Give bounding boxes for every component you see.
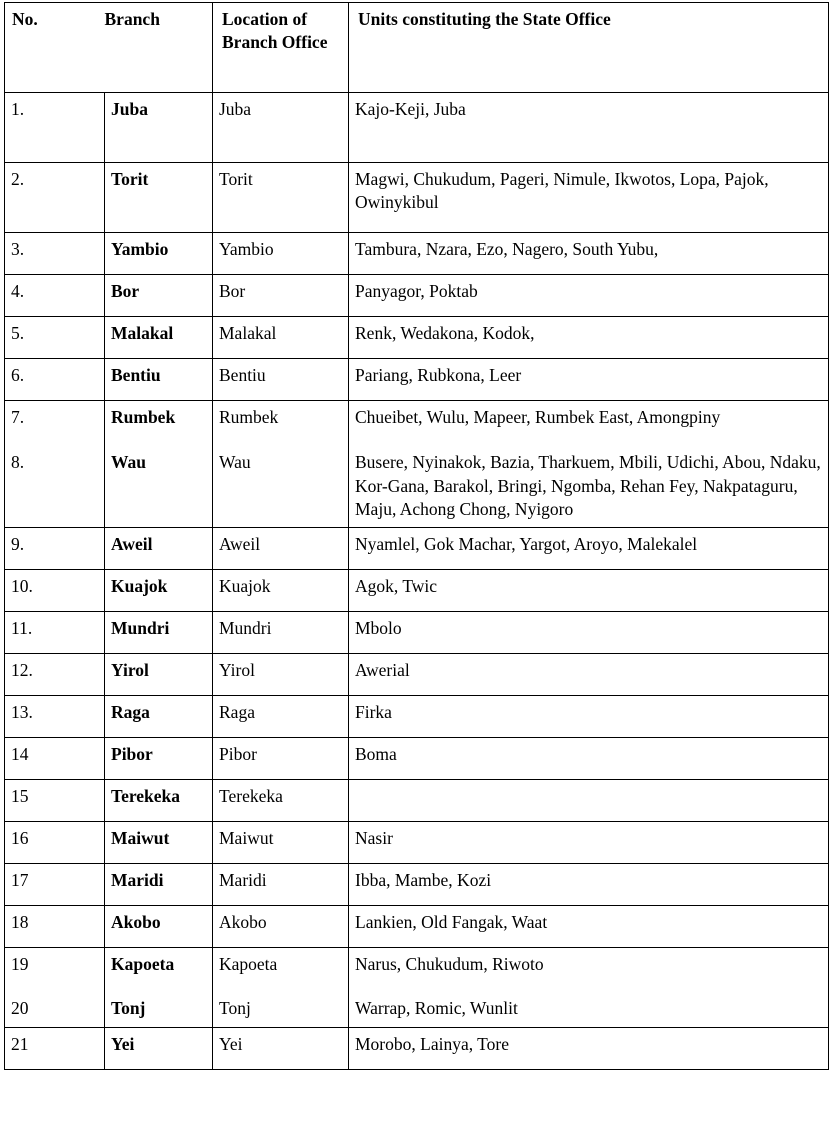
row-number: 4.	[5, 275, 105, 317]
row-number: 2.	[5, 163, 105, 233]
table-row	[5, 317, 829, 359]
row-number: 5.	[5, 317, 105, 359]
branch-name: Juba	[105, 93, 213, 163]
branch-office-location: Yei	[213, 1027, 349, 1069]
constituent-units: Ibba, Mambe, Kozi	[349, 864, 829, 906]
branch-name: Wau	[111, 452, 147, 473]
column-header-branch: Branch	[105, 3, 213, 93]
constituent-units: Boma	[349, 738, 829, 780]
table-row	[5, 654, 829, 696]
branch-name: Maiwut	[105, 822, 213, 864]
constituent-units: Busere, Nyinakok, Bazia, Tharkuem, Mbili, Udichi, Abou, Ndaku, Kor-Gana, Barakol, Bringi, Ngomba, Rehan Fey, Nakpataguru, Maju, Achong Chong, Nyigoro	[355, 452, 821, 519]
branch-office-location: Maridi	[213, 864, 349, 906]
branch-office-location: Bentiu	[213, 359, 349, 401]
constituent-units: Tambura, Nzara, Ezo, Nagero, South Yubu,	[349, 233, 829, 275]
table-row	[5, 570, 829, 612]
row-number: 20	[11, 998, 29, 1019]
branch-office-location-group	[213, 948, 349, 1028]
branch-name: Rumbek	[111, 407, 176, 427]
branch-name: Raga	[105, 696, 213, 738]
branch-office-location: Pibor	[213, 738, 349, 780]
table-row	[5, 906, 829, 948]
branch-office-location: Aweil	[213, 528, 349, 570]
branch-office-location: Maiwut	[213, 822, 349, 864]
constituent-units: Magwi, Chukudum, Pageri, Nimule, Ikwotos, Lopa, Pajok, Owinykibul	[349, 163, 829, 233]
table-row-group-kapoeta-tonj	[5, 948, 829, 1028]
constituent-units: Chueibet, Wulu, Mapeer, Rumbek East, Amongpiny	[355, 407, 721, 427]
row-number: 17	[5, 864, 105, 906]
table-row	[5, 822, 829, 864]
row-number: 14	[5, 738, 105, 780]
branch-name-group	[105, 401, 213, 528]
table-row	[5, 163, 829, 233]
row-number: 1.	[5, 93, 105, 163]
row-number: 15	[5, 780, 105, 822]
header-row	[5, 3, 829, 93]
branch-name: Bentiu	[105, 359, 213, 401]
branch-name: Mundri	[105, 612, 213, 654]
constituent-units: Agok, Twic	[349, 570, 829, 612]
branch-name: Kapoeta	[111, 954, 175, 975]
row-number-group	[5, 948, 105, 1028]
table-row	[5, 233, 829, 275]
table-body	[5, 93, 829, 1070]
branch-name: Yirol	[105, 654, 213, 696]
branch-office-location: Bor	[213, 275, 349, 317]
table-header	[5, 3, 829, 93]
constituent-units	[349, 780, 829, 822]
branch-name: Terekeka	[105, 780, 213, 822]
table-row	[5, 93, 829, 163]
constituent-units: Narus, Chukudum, Riwoto	[355, 954, 544, 975]
row-number: 16	[5, 822, 105, 864]
branch-office-location: Terekeka	[213, 780, 349, 822]
row-number: 6.	[5, 359, 105, 401]
constituent-units: Lankien, Old Fangak, Waat	[349, 906, 829, 948]
branch-office-location: Raga	[213, 696, 349, 738]
constituent-units: Kajo-Keji, Juba	[349, 93, 829, 163]
row-number: 10.	[5, 570, 105, 612]
table-row	[5, 275, 829, 317]
branch-name: Torit	[105, 163, 213, 233]
branch-name: Akobo	[105, 906, 213, 948]
branch-name: Kuajok	[105, 570, 213, 612]
constituent-units: Morobo, Lainya, Tore	[349, 1027, 829, 1069]
branch-name: Malakal	[105, 317, 213, 359]
column-header-no: No.	[5, 3, 105, 93]
branch-office-location: Juba	[213, 93, 349, 163]
branch-office-location: Torit	[213, 163, 349, 233]
row-number: 9.	[5, 528, 105, 570]
row-number: 12.	[5, 654, 105, 696]
table-row	[5, 696, 829, 738]
row-number: 19	[11, 954, 29, 975]
constituent-units: Warrap, Romic, Wunlit	[355, 998, 518, 1019]
branch-office-location-group	[213, 401, 349, 528]
table-row	[5, 528, 829, 570]
branch-office-location: Akobo	[213, 906, 349, 948]
row-number: 11.	[5, 612, 105, 654]
table-row	[5, 738, 829, 780]
constituent-units: Pariang, Rubkona, Leer	[349, 359, 829, 401]
row-number: 7.	[11, 407, 25, 427]
row-number: 18	[5, 906, 105, 948]
row-number: 13.	[5, 696, 105, 738]
branch-name: Pibor	[105, 738, 213, 780]
constituent-units: Firka	[349, 696, 829, 738]
column-header-units: Units constituting the State Office	[349, 3, 829, 93]
branch-offices-table	[4, 2, 829, 1070]
table-row	[5, 864, 829, 906]
constituent-units: Renk, Wedakona, Kodok,	[349, 317, 829, 359]
branch-name: Maridi	[105, 864, 213, 906]
constituent-units: Nyamlel, Gok Machar, Yargot, Aroyo, Malekalel	[349, 528, 829, 570]
branch-office-location: Kuajok	[213, 570, 349, 612]
branch-name-group	[105, 948, 213, 1028]
constituent-units: Awerial	[349, 654, 829, 696]
branch-office-location: Kapoeta	[219, 954, 278, 975]
branch-name: Tonj	[111, 998, 146, 1019]
row-number: 8.	[11, 452, 25, 473]
branch-office-location: Wau	[219, 452, 251, 473]
row-number: 3.	[5, 233, 105, 275]
row-number: 21	[5, 1027, 105, 1069]
table-row	[5, 780, 829, 822]
branch-name: Bor	[105, 275, 213, 317]
table-row	[5, 359, 829, 401]
branch-office-location: Tonj	[219, 998, 251, 1019]
constituent-units: Mbolo	[349, 612, 829, 654]
table-row-group-rumbek-wau	[5, 401, 829, 528]
branch-name: Aweil	[105, 528, 213, 570]
row-number-group	[5, 401, 105, 528]
constituent-units-group	[349, 948, 829, 1028]
branch-office-location: Mundri	[213, 612, 349, 654]
branch-office-location: Yirol	[213, 654, 349, 696]
table-row	[5, 612, 829, 654]
table-row	[5, 1027, 829, 1069]
constituent-units: Panyagor, Poktab	[349, 275, 829, 317]
branch-office-location: Rumbek	[219, 407, 279, 427]
branch-name: Yei	[105, 1027, 213, 1069]
branch-name: Yambio	[105, 233, 213, 275]
branch-office-location: Yambio	[213, 233, 349, 275]
constituent-units-group	[349, 401, 829, 528]
constituent-units: Nasir	[349, 822, 829, 864]
branch-office-location: Malakal	[213, 317, 349, 359]
column-header-location: Location of Branch Office	[213, 3, 349, 93]
